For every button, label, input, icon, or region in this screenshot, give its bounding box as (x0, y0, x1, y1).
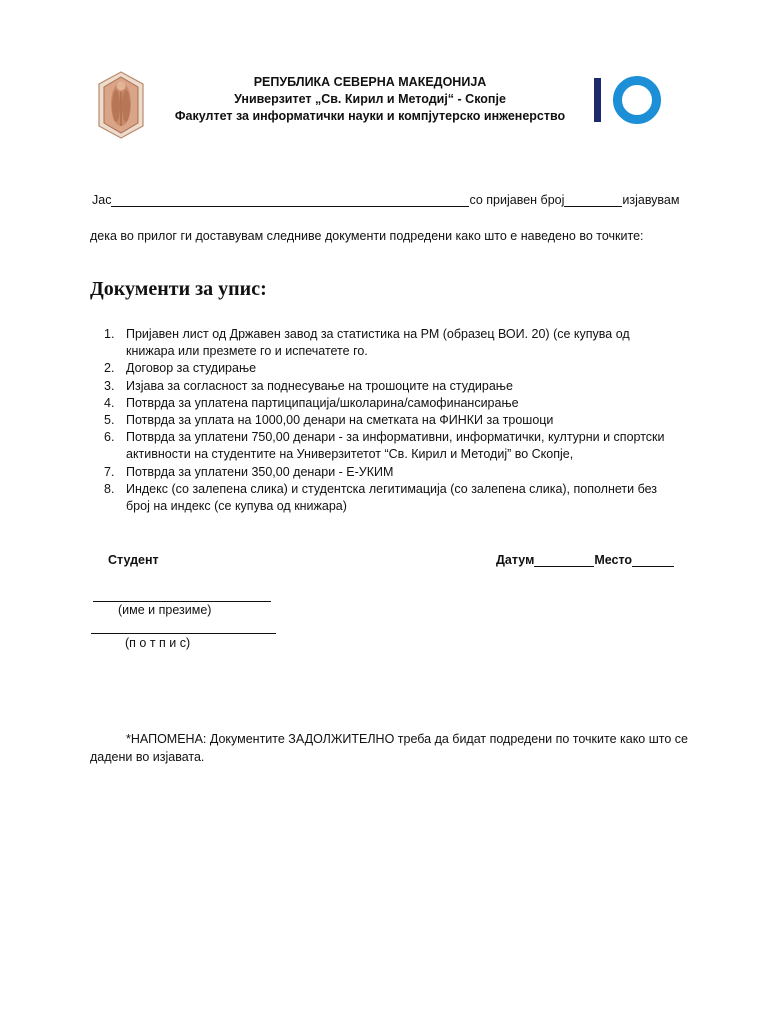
note-text: *НАПОМЕНА: Документите ЗАДОЛЖИТЕЛНО треба да бидат подредени по точките како што се дадени во изјавата. (90, 732, 688, 764)
jas-label: Јас (92, 193, 112, 207)
signature-line[interactable] (91, 633, 276, 634)
student-label: Студент (108, 553, 159, 567)
name-caption: (име и презиме) (118, 603, 212, 617)
date-blank[interactable] (534, 555, 594, 567)
list-item: 1. Пријавен лист од Државен завод за статистика на РМ (образец ВОИ. 20) (се купува од книжара или презмете го и испечатете го. (104, 327, 630, 359)
faculty-title: Факултет за информатички науки и компјутерско инженерство (174, 109, 566, 123)
reg-no-blank[interactable] (564, 194, 622, 207)
list-item: 7. Потврда за уплатени 350,00 денари - Е-УКИМ (104, 464, 394, 479)
place-label: Место (594, 553, 633, 567)
place-blank[interactable] (632, 555, 674, 567)
list-item: 5. Потврда за уплата на 1000,00 денари на сметката на ФИНКИ за трошоци (104, 413, 554, 428)
document-header (150, 74, 590, 125)
date-place-line (496, 553, 674, 567)
list-item: 6. Потврда за уплатени 750,00 денари - за информативни, информатички, културни и спортски активности на студентите на Универзитетот “Св. Кирил и Методиј” во Скопје, (104, 430, 665, 462)
date-label: Датум (496, 553, 535, 567)
list-item: 4. Потврда за уплатена партиципација/школарина/самофинансирање (104, 395, 519, 410)
name-signature-line[interactable] (93, 601, 271, 602)
list-item: 2. Договор за студирање (104, 361, 257, 376)
io-logo-icon (590, 72, 664, 128)
university-emblem-icon (96, 70, 146, 140)
list-item: 3. Изјава за согласност за поднесување на трошоците на студирање (104, 378, 513, 393)
country-title: РЕПУБЛИКА СЕВЕРНА МАКЕДОНИЈА (253, 75, 487, 89)
declare-label: изјавувам (622, 193, 680, 207)
signature-caption: (п о т п и с) (125, 636, 191, 650)
documents-list (90, 326, 670, 515)
declaration-line (92, 193, 692, 207)
name-blank[interactable] (111, 194, 469, 207)
list-item: 8. Индекс (со залепена слика) и студентска легитимација (со залепена слика), пополнети без број на индекс (се купува од книжара) (104, 481, 658, 514)
university-title: Универзитет „Св. Кирил и Методиј“ - Скопје (234, 92, 506, 106)
reg-no-label: со пријавен број (469, 193, 565, 207)
declaration-intro: дека во прилог ги доставувам следниве документи подредени како што е наведено во точките: (90, 229, 644, 243)
documents-heading: Документи за упис: (90, 278, 267, 300)
